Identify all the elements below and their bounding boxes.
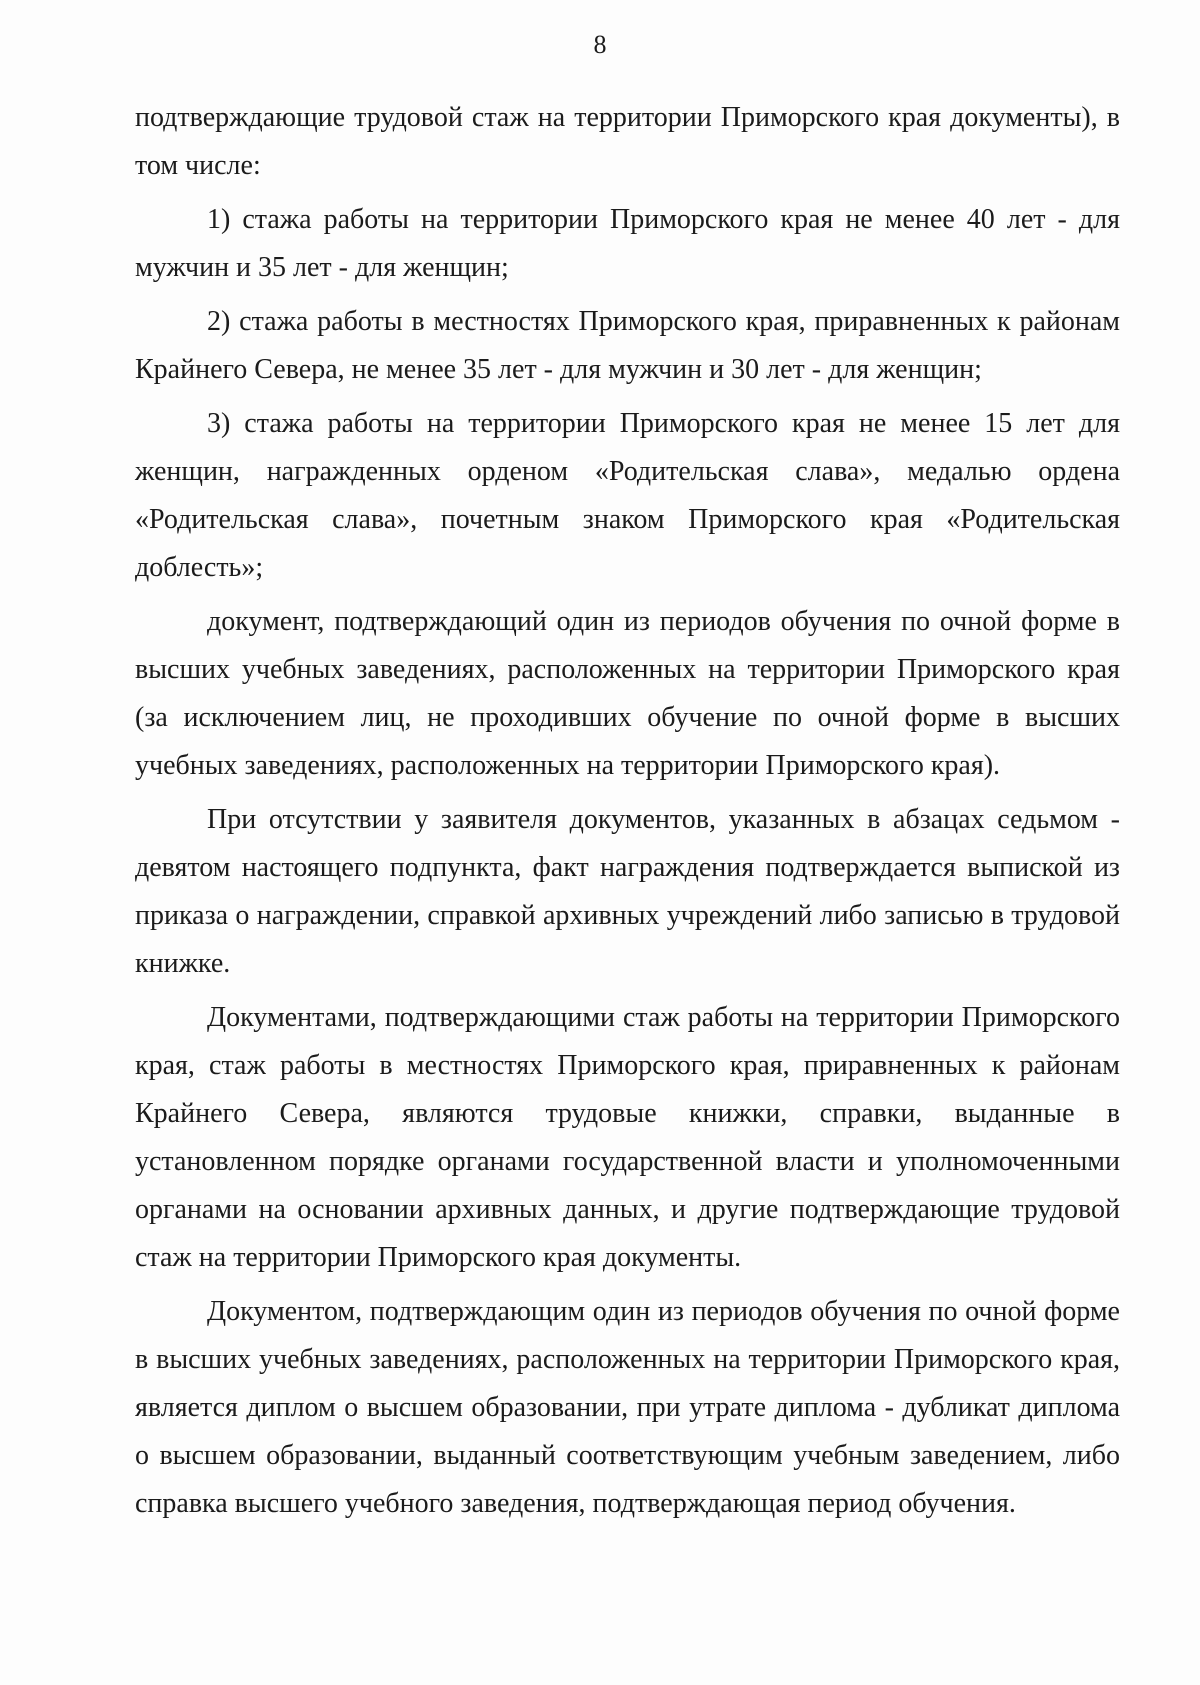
paragraph-education-document: документ, подтверждающий один из периодов обучения по очной форме в высших учебных заведениях, расположенных на территории Приморского края (за исключением лиц, не проходивших обучение по очной форме в высших учебных заведениях, расположенных на территории Приморского края). <box>135 606 1120 781</box>
paragraph-work-experience-documents: Документами, подтверждающими стаж работы на территории Приморского края, стаж работы в местностях Приморского края, приравненных к районам Крайнего Севера, являются трудовые книжки, справки, выданные в установленном порядке органами государственной власти и уполномоченными органами на основании архивных данных, и другие подтверждающие трудовой стаж на территории Приморского края документы. <box>135 1002 1120 1273</box>
page-number: 8 <box>593 30 607 59</box>
paragraph-item-2: 2) стажа работы в местностях Приморского края, приравненных к районам Крайнего Севера, не менее 35 лет - для мужчин и 30 лет - для женщин; <box>135 306 1120 385</box>
paragraph-absence-of-documents: При отсутствии у заявителя документов, указанных в абзацах седьмом - девятом настоящего подпункта, факт награждения подтверждается выпиской из приказа о награждении, справкой архивных учреждений либо записью в трудовой книжке. <box>135 804 1120 979</box>
paragraph-item-3: 3) стажа работы на территории Приморского края не менее 15 лет для женщин, награжденных орденом «Родительская слава», медалью ордена «Родительская слава», почетным знаком Приморского края «Родительская доблесть»; <box>135 408 1120 583</box>
paragraph-diploma-document: Документом, подтверждающим один из периодов обучения по очной форме в высших учебных заведениях, расположенных на территории Приморского края, является диплом о высшем образовании, при утрате диплома - дубликат диплома о высшем образовании, выданный соответствующим учебным заведением, либо справка высшего учебного заведения, подтверждающая период обучения. <box>135 1296 1120 1519</box>
paragraph-continuation: подтверждающие трудовой стаж на территории Приморского края документы), в том числе: <box>135 102 1120 181</box>
document-body <box>135 94 1120 1528</box>
paragraph-item-1: 1) стажа работы на территории Приморского края не менее 40 лет - для мужчин и 35 лет - для женщин; <box>135 204 1120 283</box>
